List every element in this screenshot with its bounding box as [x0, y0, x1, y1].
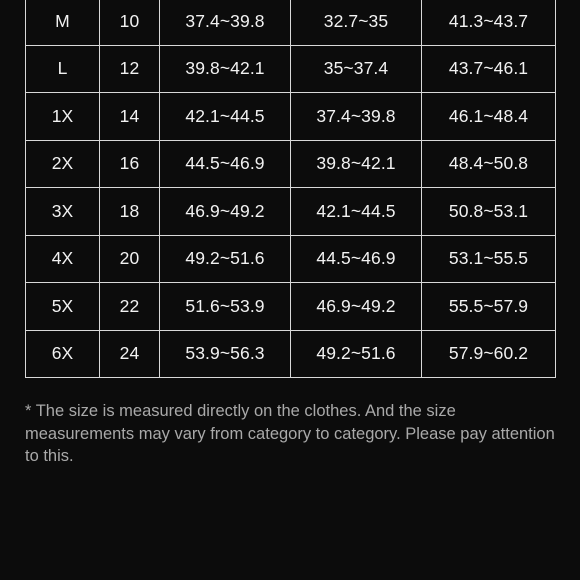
measurement-cell: 37.4~39.8 — [291, 93, 422, 141]
us-size-cell: 10 — [100, 0, 160, 45]
table-row — [26, 45, 556, 93]
size-label-cell: 3X — [26, 188, 100, 236]
table-row — [26, 283, 556, 331]
measurement-cell: 46.1~48.4 — [422, 93, 556, 141]
measurement-cell: 32.7~35 — [291, 0, 422, 45]
us-size-cell: 14 — [100, 93, 160, 141]
measurement-cell: 41.3~43.7 — [422, 0, 556, 45]
measurement-cell: 43.7~46.1 — [422, 45, 556, 93]
us-size-cell: 16 — [100, 140, 160, 188]
size-label-cell: 1X — [26, 93, 100, 141]
size-label-cell: 2X — [26, 140, 100, 188]
measurement-cell: 49.2~51.6 — [291, 330, 422, 378]
table-row — [26, 93, 556, 141]
size-table — [25, 0, 556, 378]
measurement-cell: 44.5~46.9 — [291, 235, 422, 283]
measurement-cell: 48.4~50.8 — [422, 140, 556, 188]
measurement-cell: 42.1~44.5 — [160, 93, 291, 141]
measurement-cell: 50.8~53.1 — [422, 188, 556, 236]
measurement-cell: 42.1~44.5 — [291, 188, 422, 236]
measurement-cell: 44.5~46.9 — [160, 140, 291, 188]
us-size-cell: 12 — [100, 45, 160, 93]
size-label-cell: 6X — [26, 330, 100, 378]
measurement-cell: 53.9~56.3 — [160, 330, 291, 378]
table-row — [26, 0, 556, 45]
measurement-cell: 55.5~57.9 — [422, 283, 556, 331]
size-chart — [25, 0, 555, 378]
measurement-cell: 39.8~42.1 — [160, 45, 291, 93]
measurement-cell: 51.6~53.9 — [160, 283, 291, 331]
table-row — [26, 140, 556, 188]
measurement-cell: 57.9~60.2 — [422, 330, 556, 378]
table-row — [26, 188, 556, 236]
table-row — [26, 330, 556, 378]
measurement-cell: 37.4~39.8 — [160, 0, 291, 45]
us-size-cell: 20 — [100, 235, 160, 283]
measurement-cell: 46.9~49.2 — [160, 188, 291, 236]
measurement-cell: 53.1~55.5 — [422, 235, 556, 283]
us-size-cell: 22 — [100, 283, 160, 331]
size-label-cell: 4X — [26, 235, 100, 283]
measurement-note: * The size is measured directly on the clothes. And the size measurements may vary from category to category. Please pay attention to this. — [25, 402, 555, 465]
measurement-cell: 39.8~42.1 — [291, 140, 422, 188]
measurement-cell: 35~37.4 — [291, 45, 422, 93]
size-label-cell: 5X — [26, 283, 100, 331]
table-row — [26, 235, 556, 283]
us-size-cell: 18 — [100, 188, 160, 236]
measurement-cell: 46.9~49.2 — [291, 283, 422, 331]
us-size-cell: 24 — [100, 330, 160, 378]
size-label-cell: M — [26, 0, 100, 45]
measurement-cell: 49.2~51.6 — [160, 235, 291, 283]
size-label-cell: L — [26, 45, 100, 93]
